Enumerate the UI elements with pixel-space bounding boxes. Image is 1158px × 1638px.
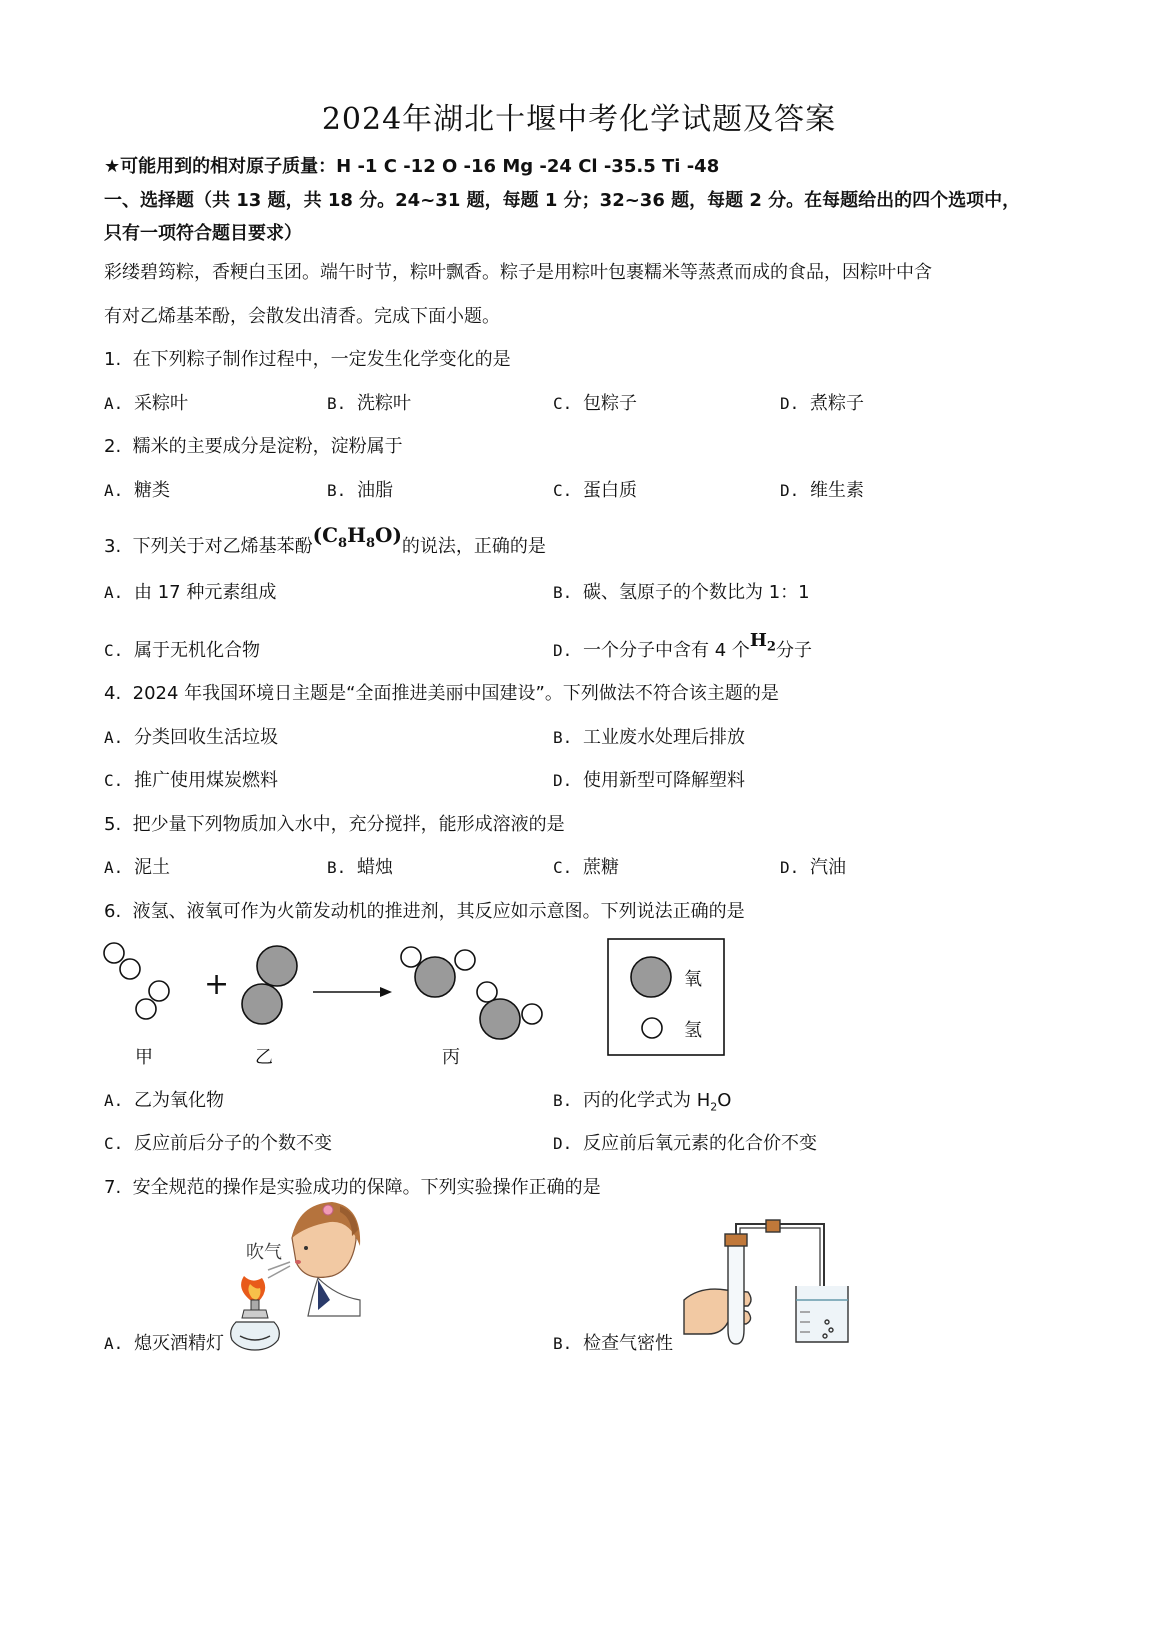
- question-text: 安全规范的操作是实验成功的保障。下列实验操作正确的是: [132, 1177, 601, 1198]
- q5-option-a: A. 泥土: [104, 857, 170, 878]
- atomic-mass-line: ★可能用到的相对原子质量：H -1 C -12 O -16 Mg -24 Cl -35.5 Ti -48: [104, 156, 720, 177]
- reactant-jia-molecules: [104, 943, 169, 1019]
- q2-option-a: A. 糖类: [104, 480, 170, 501]
- q2-option-d: D. 维生素: [780, 480, 864, 501]
- q7-option-b: B. 检查气密性: [553, 1333, 673, 1354]
- question-number: 5.: [104, 814, 122, 835]
- question-text: 液氢、液氧可作为火箭发动机的推进剂，其反应如示意图。下列说法正确的是: [132, 901, 745, 922]
- q5-option-d: D. 汽油: [780, 857, 846, 878]
- label-jia: 甲: [135, 1047, 153, 1068]
- oxygen-atom-icon: [631, 957, 671, 997]
- legend-hydrogen-label: 氢: [684, 1020, 702, 1041]
- product-bing-molecules: [401, 947, 542, 1039]
- question-7-stem: [104, 1173, 601, 1199]
- label-yi: 乙: [255, 1047, 273, 1068]
- hydrogen-atom-icon: [642, 1018, 662, 1038]
- q3-option-d: D. 一个分子中含有 4 个$H_2$分子: [553, 630, 812, 661]
- question-3-stem: 3. 下列关于对乙烯基苯酚$(C_8H_8O)$的说法，正确的是: [104, 523, 546, 557]
- hydrogen-atom: [149, 981, 169, 1001]
- q3-option-b: B. 碳、氢原子的个数比为 1：1: [553, 582, 810, 603]
- formula-h2: $H_2$: [749, 630, 776, 655]
- question-text: 把少量下列物质加入水中，充分搅拌，能形成溶液的是: [132, 814, 565, 835]
- hydrogen-atom: [477, 982, 497, 1002]
- question-number: 3.: [104, 536, 122, 557]
- question-text: 在下列粽子制作过程中，一定发生化学变化的是: [132, 349, 511, 370]
- hydrogen-atom: [522, 1004, 542, 1024]
- airtightness-check-illustration: [684, 1220, 848, 1344]
- passage-line-1: 彩缕碧筠粽，香粳白玉团。端午时节，粽叶飘香。粽子是用粽叶包裹糯米等蒸煮而成的食品，因粽叶中含: [104, 262, 932, 283]
- page-title: 2024年湖北十堰中考化学试题及答案: [321, 102, 837, 137]
- oxygen-atom: [415, 957, 455, 997]
- question-number: 1.: [104, 349, 122, 370]
- label-bing: 丙: [442, 1047, 460, 1068]
- section-heading-line-1: 一、选择题（共 13 题，共 18 分。24~31 题，每题 1 分；32~36 题，每题 2 分。在每题给出的四个选项中，: [104, 190, 1021, 211]
- reactant-yi-molecule: [242, 946, 297, 1024]
- plus-sign: +: [204, 967, 230, 1002]
- question-text: 2024 年我国环境日主题是“全面推进美丽中国建设”。下列做法不符合该主题的是: [132, 683, 779, 704]
- hydrogen-atom: [136, 999, 156, 1019]
- reaction-arrow-icon: [313, 987, 392, 997]
- q1-option-d: D. 煮粽子: [780, 393, 864, 414]
- atom-legend: [608, 939, 724, 1055]
- q6-option-c: C. 反应前后分子的个数不变: [104, 1133, 332, 1154]
- blow-out-lamp-illustration: [231, 1202, 360, 1350]
- question-text: 糯米的主要成分是淀粉，淀粉属于: [132, 436, 403, 457]
- oxygen-atom: [480, 999, 520, 1039]
- hydrogen-atom: [120, 959, 140, 979]
- passage-line-2: 有对乙烯基苯酚，会散发出清香。完成下面小题。: [104, 306, 500, 327]
- question-number: 2.: [104, 436, 122, 457]
- hydrogen-atom: [401, 947, 421, 967]
- q3-option-c: C. 属于无机化合物: [104, 640, 260, 661]
- hydrogen-atom: [104, 943, 124, 963]
- q5-option-b: B. 蜡烛: [327, 857, 393, 878]
- q6-option-b: B. 丙的化学式为 $H_2O$: [553, 1090, 732, 1114]
- q1-option-c: C. 包粽子: [553, 393, 637, 414]
- formula-c8h8o: $(C_8H_8O)$: [312, 523, 402, 551]
- q2-option-b: B. 油脂: [327, 480, 393, 501]
- hydrogen-atom: [455, 950, 475, 970]
- question-number: 7.: [104, 1177, 122, 1198]
- q6-option-a: A. 乙为氧化物: [104, 1090, 224, 1111]
- q5-option-c: C. 蔗糖: [553, 857, 619, 878]
- q1-option-b: B. 洗粽叶: [327, 393, 411, 414]
- question-number: 4.: [104, 683, 122, 704]
- q4-option-a: A. 分类回收生活垃圾: [104, 727, 278, 748]
- blow-label: 吹气: [246, 1242, 282, 1263]
- q7-option-a: A. 熄灭酒精灯: [104, 1333, 224, 1354]
- q3-option-a: A. 由 17 种元素组成: [104, 582, 277, 603]
- oxygen-atom: [257, 946, 297, 986]
- q4-option-d: D. 使用新型可降解塑料: [553, 770, 745, 791]
- oxygen-atom: [242, 984, 282, 1024]
- legend-oxygen-label: 氧: [684, 969, 702, 990]
- q6-option-d: D. 反应前后氧元素的化合价不变: [553, 1133, 817, 1154]
- q2-option-c: C. 蛋白质: [553, 480, 637, 501]
- section-heading-line-2: 只有一项符合题目要求）: [104, 223, 302, 244]
- q4-option-b: B. 工业废水处理后排放: [553, 727, 745, 748]
- question-number: 6.: [104, 901, 122, 922]
- q4-option-c: C. 推广使用煤炭燃料: [104, 770, 278, 791]
- q1-option-a: A. 采粽叶: [104, 393, 188, 414]
